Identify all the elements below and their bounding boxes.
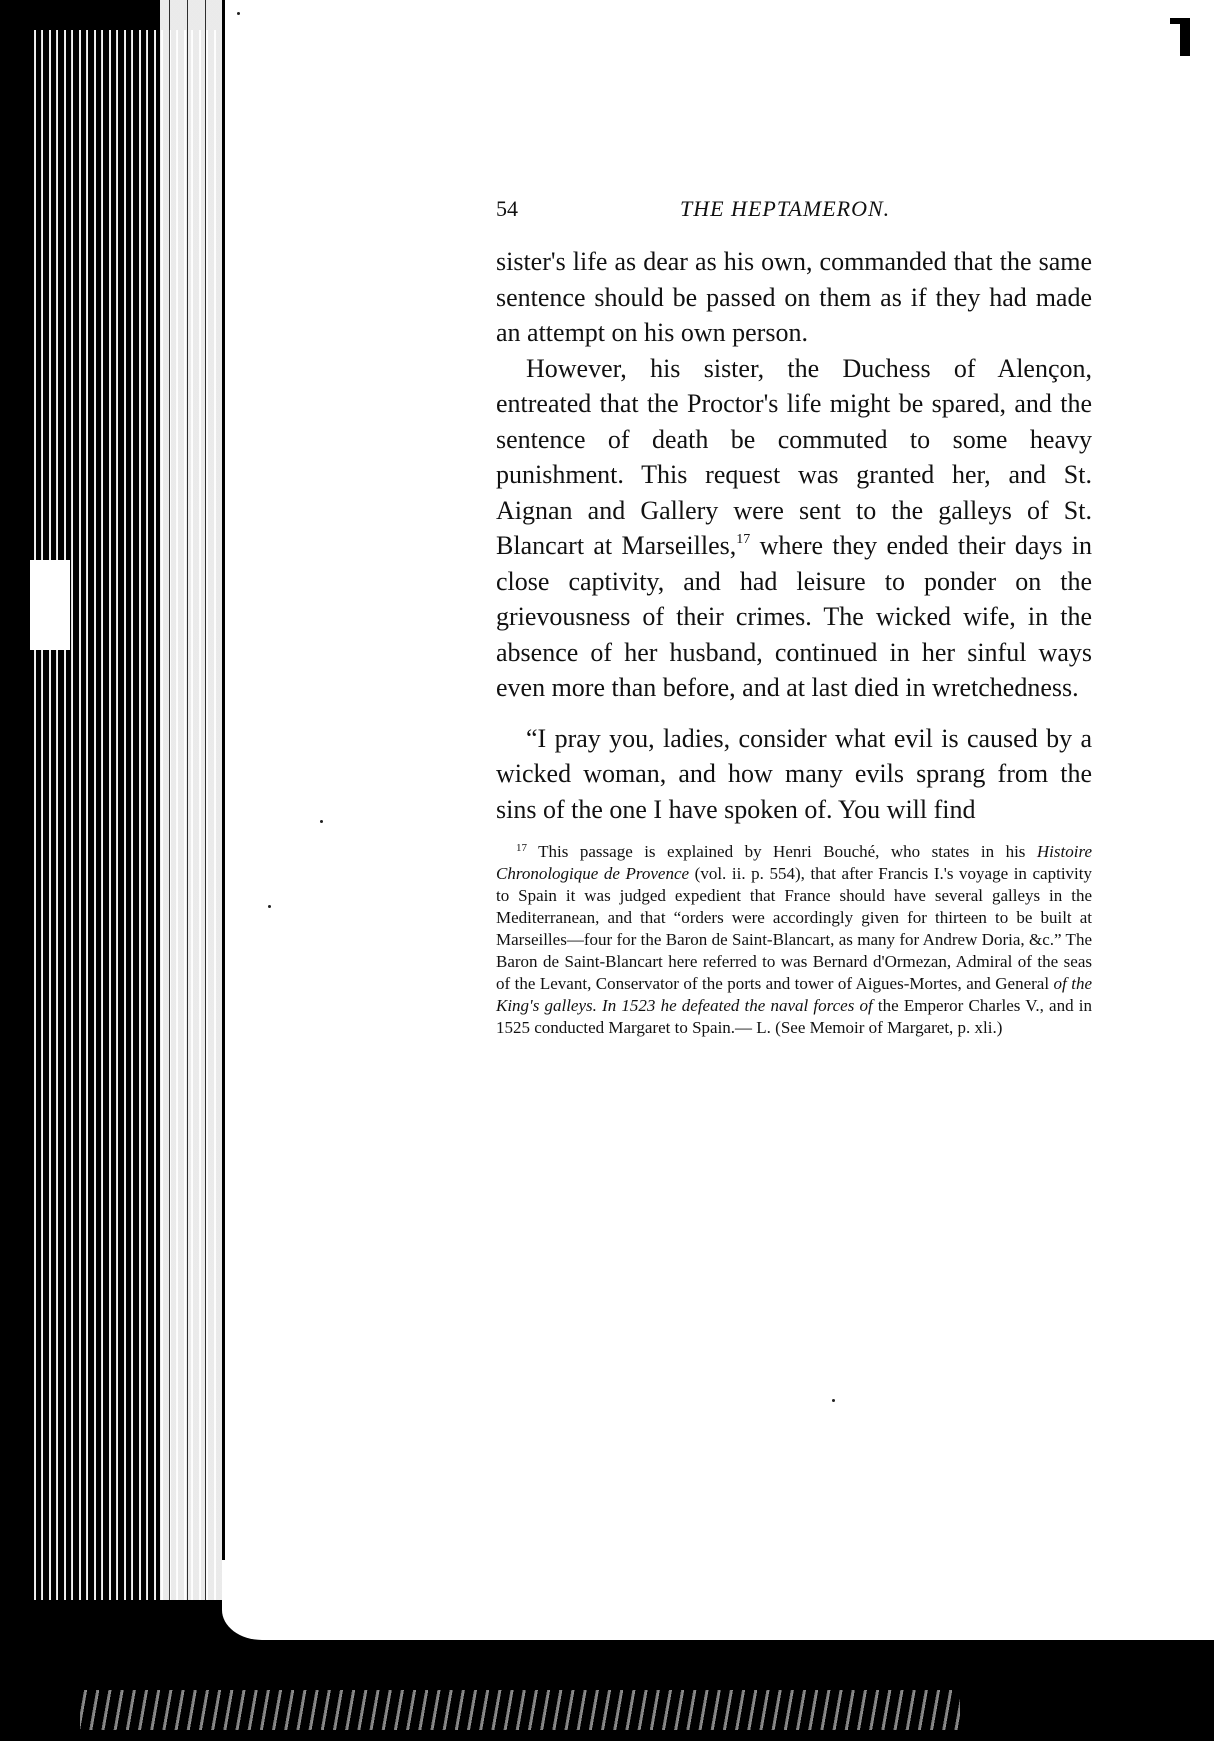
footnote-text: [496, 841, 1092, 1039]
footnote: [496, 841, 1092, 1039]
paragraph-text: where they ended their days in close captivity, and had leisure to ponder on the grievousness of their crimes. The wicked wife, in the absence of her husband, continued in her sinful ways even more than before, and at last died in wretchedness.: [496, 531, 1093, 702]
dust-speck: [320, 820, 323, 823]
footnote-book-title: Histoire Chronologique de Provence: [496, 842, 1092, 883]
paragraph: sister's life as dear as his own, commanded that the same sentence should be passed on them as if they had made an attempt on his own person.: [496, 247, 1092, 347]
dust-speck: [237, 12, 240, 15]
paragraph: [496, 351, 1092, 706]
running-title: THE HEPTAMERON.: [680, 196, 891, 221]
dust-speck: [268, 905, 271, 908]
page-edges-highlight: [160, 0, 222, 1600]
footnote-segment: This passage is explained by Henri Bouché, who states in his: [527, 842, 1037, 861]
page-bottom-curve: [222, 1560, 1214, 1640]
dust-speck: [832, 1399, 835, 1402]
paragraph-text: However, his sister, the Duchess of Alençon, entreated that the Proctor's life might be spared, and the sentence of death be commuted to some heavy punishment. This request was granted her, and St. Aignan and Gallery were sent to the galleys of St. Blancart at Marseilles,: [496, 353, 1092, 560]
book-page: [496, 196, 1092, 1039]
footnote-reference: 17: [736, 532, 751, 547]
footnote-italic-segment: of the King's galleys. In 1523 he defeated the naval forces of: [496, 974, 1092, 1015]
paragraph: “I pray you, ladies, consider what evil is caused by a wicked woman, and how many evils sprang from the sins of the one I have spoken of. You will find: [496, 723, 1092, 824]
running-head: [496, 196, 1092, 232]
body-text: [496, 244, 1092, 827]
corner-bracket-mark: [1180, 18, 1190, 56]
bottom-scan-noise: [80, 1690, 960, 1730]
page-number: 54: [496, 196, 518, 221]
footnote-segment: (vol. ii. p. 554), that after Francis I.'s voyage in captivity to Spain it was judged expedient that France should have several galleys in the Mediterranean, and that “orders were accordingly given for thirteen to be built at Marseilles—four for the Baron de Saint-Blancart, as many for Andrew Doria, &c.” The Baron de Saint-Blancart here referred to was Bernard d'Ormezan, Admiral of the seas of the Levant, Conservator of the ports and tower of Aigues-Mortes, and General: [496, 864, 1092, 993]
footnote-number: 17: [516, 842, 527, 854]
footnote-segment: the Emperor Charles V., and in 1525 conducted Margaret to Spain.— L. (See Memoir of Margaret, p. xli.): [496, 996, 1092, 1037]
spine-light-patch: [30, 560, 70, 650]
